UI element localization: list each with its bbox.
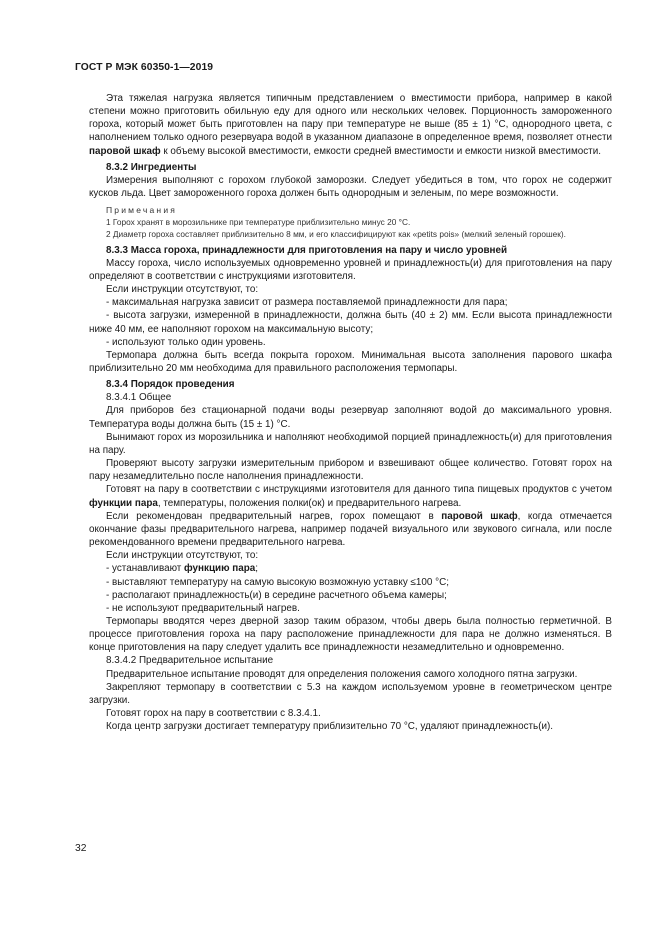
paragraph: Вынимают горох из морозильника и наполняют необходимой порцией принадлежность(и) для приготовления на пару. <box>89 431 612 456</box>
paragraph: Закрепляют термопару в соответствии с 5.3 на каждом используемом уровне в геометрическом центре загрузки. <box>89 681 612 706</box>
text: Если рекомендован предварительный нагрев, горох помещают в <box>106 510 442 522</box>
list-item: - используют только один уровень. <box>106 336 266 348</box>
section-heading-8-3-2: 8.3.2 Ингредиенты <box>106 161 197 173</box>
document-header: ГОСТ Р МЭК 60350-1—2019 <box>75 62 214 73</box>
paragraph: Предварительное испытание проводят для определения положения самого холодного пятна загрузки. <box>106 668 578 680</box>
list-item: - максимальная нагрузка зависит от размера поставляемой принадлежности для пара; <box>106 297 508 309</box>
document-body <box>89 92 612 733</box>
paragraph <box>89 483 612 509</box>
note-1: 1 Горох хранят в морозильнике при температуре приблизительно минус 20 °С. <box>106 217 411 228</box>
page-number: 32 <box>75 843 87 854</box>
paragraph: Термопара должна быть всегда покрыта горохом. Минимальная высота заполнения парового шкафа приблизительно 20 мм необходима для правильного расположения термопары. <box>89 349 612 374</box>
list-item: - не используют предварительный нагрев. <box>106 602 300 614</box>
bold-term: функцию пара <box>184 563 256 575</box>
paragraph <box>89 510 612 549</box>
intro-paragraph <box>89 92 612 158</box>
list-item: - располагают принадлежность(и) в середине расчетного объема камеры; <box>106 589 447 601</box>
list-item: - выставляют температуру на самую высокую возможную уставку ≤100 °С; <box>106 576 449 588</box>
paragraph: Проверяют высоту загрузки измерительным прибором и взвешивают общее количество. Готовят горох на пару незамедлительно после наполнения принадлежности. <box>89 458 612 483</box>
section-heading-8-3-4: 8.3.4 Порядок проведения <box>106 379 235 391</box>
paragraph: Если инструкции отсутствуют, то: <box>106 550 259 562</box>
notes-title: Примечания <box>106 205 178 216</box>
paragraph: Для приборов без стационарной подачи воды резервуар заполняют водой до максимального уровня. Температура воды должна быть (15 ± 1) °С. <box>89 405 612 430</box>
paragraph: Готовят горох на пару в соответствии с 8.3.4.1. <box>106 708 321 720</box>
text: , когда отмечается окончание фазы предварительного нагрева, например подачей визуального или звукового сигнала, или после рекомендованного времени предварительного нагрева. <box>89 510 612 549</box>
paragraph: Если инструкции отсутствуют, то: <box>106 284 259 296</box>
paragraph: Когда центр загрузки достигает температуру приблизительно 70 °С, удаляют принадлежность(и). <box>106 721 554 733</box>
paragraph: Массу гороха, число используемых одновременно уровней и принадлежность(и) для приготовления на пару определяют в соответствии с инструкциями изготовителя. <box>89 257 612 282</box>
text: Эта тяжелая нагрузка является типичным представлением о вместимости прибора, например в какой степени можно приготовить обильную еду для одного или нескольких человек. Порционность замороженного гороха, который может быть приготовлен на пару при температуре не выше (85 ± 1) °С, однородного цвета, с наполнением только одного резервуара водой в указанном диапазоне в определенное время, позволяет отнести <box>89 93 612 144</box>
paragraph: Измерения выполняют с горохом глубокой заморозки. Следует убедиться в том, что горох не содержит кусков льда. Цвет замороженного гороха должен быть однородным и зеленым, по мере возможности. <box>89 174 612 200</box>
text: - устанавливают <box>106 563 185 575</box>
text: к объему высокой вместимости, емкости средней вместимости и емкости низкой вместимости. <box>160 145 601 157</box>
list-item <box>89 562 612 575</box>
subsection-heading: 8.3.4.1 Общее <box>106 392 172 404</box>
paragraph: Термопары вводятся через дверной зазор таким образом, чтобы дверь была полностью герметичной. В процессе приготовления гороха на пару расположение принадлежности для пара не должно изменяться. В конце приготовления на пару следует удалить все принадлежности незамедлительно и одновременно. <box>89 615 612 654</box>
text: Готовят на пару в соответствии с инструкциями изготовителя для данного типа пищевых продуктов с учетом <box>106 484 612 496</box>
section-heading-8-3-3: 8.3.3 Масса гороха, принадлежности для приготовления на пару и число уровней <box>106 244 508 256</box>
bold-term: паровой шкаф <box>441 510 518 522</box>
note-2: 2 Диаметр гороха составляет приблизительно 8 мм, и его классифицируют как «petits pois» (мелкий зеленый горошек). <box>106 229 566 239</box>
subsection-heading: 8.3.4.2 Предварительное испытание <box>106 655 274 667</box>
bold-term: паровой шкаф <box>89 145 161 157</box>
bold-term: функции пара <box>89 497 158 509</box>
text: , температуры, положения полки(ок) и предварительного нагрева. <box>157 497 462 509</box>
list-item: - высота загрузки, измеренной в принадлежности, должна быть (40 ± 2) мм. Если высота принадлежности ниже 40 мм, ее наполняют горохом на максимальную высоту; <box>89 310 612 335</box>
text: ; <box>255 563 258 575</box>
